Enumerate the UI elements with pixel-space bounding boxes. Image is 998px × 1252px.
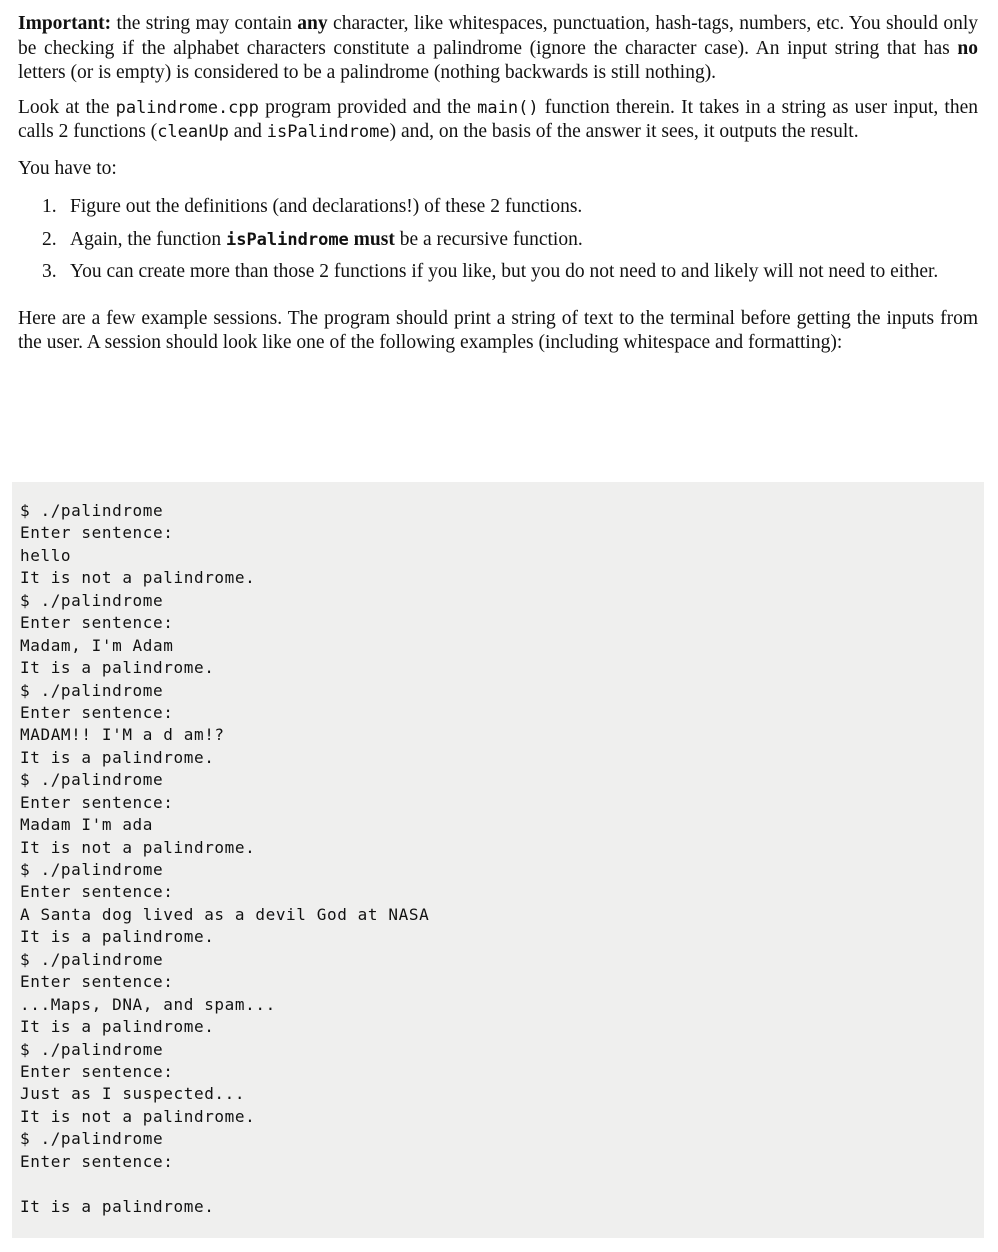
- important-paragraph: Important: the string may contain any character, like whitespaces, punctuation, hash-tags, numbers, etc. You should only be checking if the alphabet characters constitute a palindrome (ignore the character case). An input string that has no letters (or is empty) is considered to be a palindrome (nothing backwards is still nothing).: [18, 13, 978, 83]
- important-label: Important:: [18, 13, 112, 34]
- terminal-line: Enter sentence:: [20, 1151, 174, 1171]
- task-list: [18, 195, 978, 285]
- terminal-line: Madam I'm ada: [20, 815, 154, 835]
- terminal-line: It is a palindrome.: [20, 658, 215, 678]
- terminal-line: Enter sentence:: [20, 613, 174, 633]
- terminal-line: Enter sentence:: [20, 702, 174, 722]
- terminal-line: It is a palindrome.: [20, 1196, 215, 1216]
- terminal-line: It is a palindrome.: [20, 927, 215, 947]
- ispalindrome-code: isPalindrome: [225, 229, 349, 250]
- terminal-line: Madam, I'm Adam: [20, 635, 174, 655]
- main-function-code: main(): [477, 97, 539, 118]
- terminal-line: Just as I suspected...: [20, 1084, 246, 1104]
- terminal-line: A Santa dog lived as a devil God at NASA: [20, 904, 430, 924]
- terminal-line: It is not a palindrome.: [20, 837, 256, 857]
- terminal-line: [20, 1173, 429, 1195]
- document-body: [18, 12, 978, 356]
- terminal-line: hello: [20, 545, 72, 565]
- list-item: 2. Again, the function isPalindrome must be a recursive function.: [42, 228, 583, 250]
- list-item: 3. You can create more than those 2 functions if you like, but you do not need to and likely will not need to either.: [42, 261, 939, 282]
- terminal-line: $ ./palindrome: [20, 860, 164, 879]
- terminal-line: $ ./palindrome: [20, 501, 164, 520]
- terminal-output: [20, 500, 429, 1218]
- terminal-example-block: [12, 482, 984, 1238]
- ispalindrome-function-code: isPalindrome: [266, 122, 390, 142]
- terminal-line: It is a palindrome.: [20, 1017, 215, 1037]
- terminal-line: It is not a palindrome.: [20, 1106, 256, 1126]
- terminal-line: Enter sentence:: [20, 792, 174, 812]
- terminal-line: It is a palindrome.: [20, 747, 215, 767]
- terminal-line: Enter sentence:: [20, 1061, 174, 1081]
- terminal-line: $ ./palindrome: [20, 680, 164, 700]
- instructions-paragraph: Look at the palindrome.cpp program provided and the main() function therein. It takes in a string as user input, then calls 2 functions (cleanUp and isPalindrome) and, on the basis of the answer it sees, it outputs the result.: [18, 96, 978, 142]
- terminal-line: $ ./palindrome: [20, 1039, 164, 1059]
- terminal-line: Enter sentence:: [20, 882, 174, 902]
- example-sessions-paragraph: Here are a few example sessions. The program should print a string of text to the terminal before getting the inputs from the user. A session should look like one of the following examples (including whitespace and formatting):: [18, 307, 978, 353]
- cleanup-function-code: cleanUp: [157, 122, 229, 142]
- terminal-line: ...Maps, DNA, and spam...: [20, 994, 276, 1014]
- terminal-line: $ ./palindrome: [20, 949, 164, 969]
- terminal-line: Enter sentence:: [20, 523, 174, 543]
- you-have-to-paragraph: You have to:: [18, 157, 117, 179]
- terminal-line: It is not a palindrome.: [20, 568, 256, 588]
- terminal-line: $ ./palindrome: [20, 770, 164, 790]
- terminal-line: MADAM!! I'M a d am!?: [20, 725, 225, 745]
- filename-code: palindrome.cpp: [115, 97, 259, 118]
- terminal-line: $ ./palindrome: [20, 1129, 164, 1149]
- list-item: 1. Figure out the definitions (and declarations!) of these 2 functions.: [42, 196, 583, 217]
- terminal-line: Enter sentence:: [20, 972, 174, 992]
- terminal-line: $ ./palindrome: [20, 590, 164, 610]
